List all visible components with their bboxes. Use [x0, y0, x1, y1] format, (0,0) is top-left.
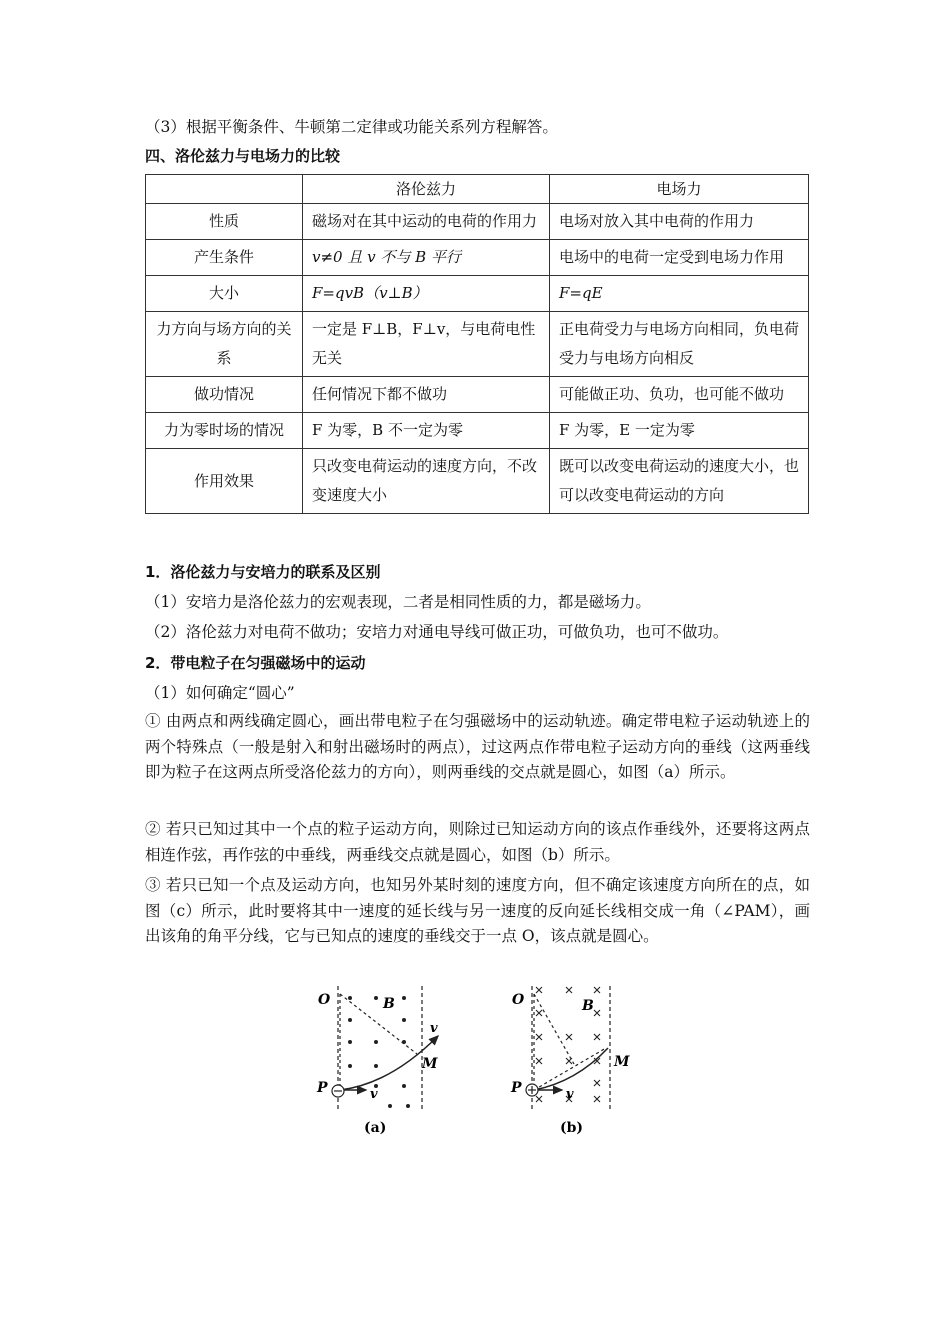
- figure-b-label-B: B: [582, 998, 594, 1014]
- table-header-cell: 洛伦兹力: [303, 175, 550, 204]
- table-cell: F 为零，E 一定为零: [550, 413, 809, 449]
- figure-a-label-O: O: [318, 992, 331, 1008]
- table-row: [146, 240, 809, 276]
- sub1-paragraph-1: （1）安培力是洛伦兹力的宏观表现，二者是相同性质的力，都是磁场力。: [145, 593, 651, 611]
- table-cell: 磁场对在其中运动的电荷的作用力: [303, 204, 550, 240]
- table-cell: F=qvB（v⊥B）: [303, 276, 550, 312]
- table-cell: 任何情况下都不做功: [303, 377, 550, 413]
- figure-b-label-O: O: [512, 992, 525, 1008]
- table-cell: F=qE: [550, 276, 809, 312]
- table-row: [146, 449, 809, 514]
- table-cell: 可能做正功、负功，也可能不做功: [550, 377, 809, 413]
- table-cell: 既可以改变电荷运动的速度大小，也可以改变电荷运动的方向: [550, 449, 809, 514]
- table-cell: 大小: [146, 276, 303, 312]
- table-row: [146, 413, 809, 449]
- table-cell: 电场对放入其中电荷的作用力: [550, 204, 809, 240]
- sub2-paragraph-3: ② 若只已知过其中一个点的粒子运动方向，则除过已知运动方向的该点作垂线外，还要将这两点相连作弦，再作弦的中垂线，两垂线交点就是圆心，如图（b）所示。: [145, 820, 810, 864]
- sub2-paragraph-2: ① 由两点和两线确定圆心，画出带电粒子在匀强磁场中的运动轨迹。确定带电粒子运动轨迹上的两个特殊点（一般是射入和射出磁场时的两点），过这两点作带电粒子运动方向的垂线（这两垂线即为粒子在这两点所受洛伦兹力的方向），则两垂线的交点就是圆心，如图（a）所示。: [145, 712, 810, 781]
- table-cell: v≠0 且 v 不与 B 平行: [303, 240, 550, 276]
- figure-a: [316, 986, 438, 1136]
- sub1-title: 1．洛伦兹力与安培力的联系及区别: [145, 563, 381, 581]
- table-row: [146, 204, 809, 240]
- section4-title: 四、洛伦兹力与电场力的比较: [145, 147, 341, 165]
- table-header-cell: [146, 175, 303, 204]
- table-cell: 产生条件: [146, 240, 303, 276]
- figure-a-caption: (a): [364, 1120, 387, 1136]
- figure-b-label-v: v: [566, 1087, 574, 1102]
- figure-b-caption: (b): [560, 1120, 584, 1136]
- table-header-row: [146, 175, 809, 204]
- sub1-paragraph-2: （2）洛伦兹力对电荷不做功；安培力对通电导线可做正功，可做负功，也可不做功。: [145, 623, 729, 641]
- figure-b-label-P: P: [511, 1080, 522, 1096]
- table-row: [146, 377, 809, 413]
- table-cell: 性质: [146, 204, 303, 240]
- figure-a-label-P: P: [317, 1080, 328, 1096]
- sub2-paragraph-1: （1）如何确定“圆心”: [145, 684, 295, 702]
- table-cell: 电场中的电荷一定受到电场力作用: [550, 240, 809, 276]
- table-row: [146, 312, 809, 377]
- table-cell: 正电荷受力与电场方向相同，负电荷受力与电场方向相反: [550, 312, 809, 377]
- table-cell: 力方向与场方向的关系: [146, 312, 303, 377]
- comparison-table: [145, 174, 809, 514]
- intro-line: （3）根据平衡条件、牛顿第二定律或功能关系列方程解答。: [145, 118, 558, 136]
- figure-a-label-v-top: v: [430, 1021, 438, 1036]
- figure-b-label-M: M: [614, 1054, 630, 1070]
- table-cell: F 为零，B 不一定为零: [303, 413, 550, 449]
- table-row: [146, 276, 809, 312]
- figures: [300, 982, 640, 1142]
- field-dots: [348, 996, 410, 1108]
- figure-a-label-B: B: [383, 996, 395, 1012]
- figure-a-label-M: M: [422, 1056, 438, 1072]
- table-cell: 力为零时场的情况: [146, 413, 303, 449]
- figure-a-label-v-bottom: v: [370, 1087, 378, 1102]
- sub2-paragraph-4: ③ 若只已知一个点及运动方向，也知另外某时刻的速度方向，但不确定该速度方向所在的点，如图（c）所示，此时要将其中一速度的延长线与另一速度的反向延长线相交成一角（∠PAM），画出该角的角平分线，它与已知点的速度的垂线交于一点 O，该点就是圆心。: [145, 876, 810, 945]
- table-header-cell: 电场力: [550, 175, 809, 204]
- sub2-title: 2．带电粒子在匀强磁场中的运动: [145, 654, 366, 672]
- table-cell: 只改变电荷运动的速度方向，不改变速度大小: [303, 449, 550, 514]
- figure-b: [510, 986, 630, 1136]
- table-cell: 一定是 F⊥B，F⊥v，与电荷电性无关: [303, 312, 550, 377]
- table-cell: 作用效果: [146, 449, 303, 514]
- table-cell: 做功情况: [146, 377, 303, 413]
